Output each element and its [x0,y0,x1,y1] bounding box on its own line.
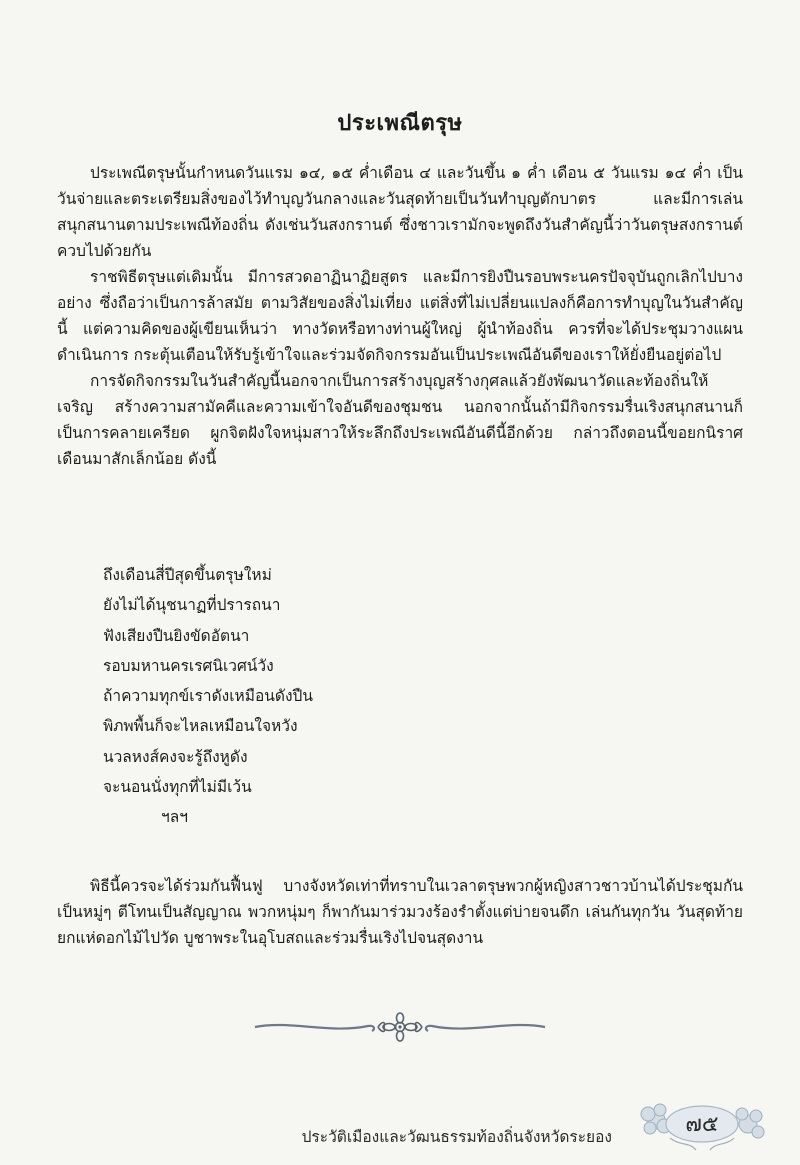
paragraph-2: ราชพิธีตรุษแต่เดิมนั้น มีการสวดอาฏินาฏิยสูตร และมีการยิงปืนรอบพระนครปัจจุบันถูกเลิกไปบางอย่าง ซึ่งถือว่าเป็นการล้าสมัย ตามวิสัยของสิ่งไม่เที่ยง แต่สิ่งที่ไม่เปลี่ยนแปลงก็คือการทำบุญในวันสำคัญนี้ แต่ความคิดของผู้เขียนเห็นว่า ทางวัดหรือทางท่านผู้ใหญ่ ผู้นำท้องถิ่น ควรที่จะได้ประชุมวางแผนดำเนินการ กระตุ้นเตือนให้รับรู้เข้าใจและร่วมจัดกิจกรรมอันเป็นประเพณีอันดีของเราให้ยั่งยืนอยู่ต่อไป [57,268,743,364]
paragraph-1: ประเพณีตรุษนั้นกำหนดวันแรม ๑๔, ๑๕ ค่ำเดือน ๔ และวันขึ้น ๑ ค่ำ เดือน ๕ วันแรม ๑๔ ค่ำ เป็นวันจ่ายและตระเตรียมสิ่งของไว้ทำบุญวันกลางและวันสุดท้ายเป็นวันทำบุญตักบาตร และมีการเล่นสนุกสนานตามประเพณีท้องถิ่น ดังเช่นวันสงกรานต์ ซึ่งชาวเรามักจะพูดถึงวันสำคัญนี้ว่าวันตรุษสงกรานต์ ควบไปด้วยกัน [57,164,743,260]
poem-line: ถ้าความทุกข์เราดังเหมือนดังปืน [103,687,313,706]
poem-line: รอบมหานครเรศนิเวศน์วัง [103,656,274,675]
main-text [57,160,743,472]
closing-text [57,873,743,951]
poem-etc: ฯลฯ [161,808,188,827]
poem-block [103,560,313,833]
paragraph-3: การจัดกิจกรรมในวันสำคัญนี้นอกจากเป็นการสร้างบุญสร้างกุศลแล้วยังพัฒนาวัดและท้องถิ่นให้เจริญ สร้างความสามัคคีและความเข้าใจอันดีของชุมชน นอกจากนั้นถ้ามีกิจกรรมรื่นเริงสนุกสนานก็เป็นการคลายเครียด ผูกจิตฝังใจหนุ่มสาวให้ระลึกถึงประเพณีอันดีนี้อีกด้วย กล่าวถึงตอนนี้ขอยกนิราศเดือนมาสักเล็กน้อย ดังนี้ [57,372,743,468]
paragraph-4: พิธีนี้ควรจะได้ร่วมกันฟื้นฟู บางจังหวัดเท่าที่ทราบในเวลาตรุษพวกผู้หญิงสาวชาวบ้านได้ประชุมกันเป็นหมู่ๆ ตีโทนเป็นสัญญาณ พวกหนุ่มๆ ก็พากันมาร่วมวงร้องรำตั้งแต่บ่ายจนดึก เล่นกันทุกวัน วันสุดท้ายยกแห่ดอกไม้ไปวัด บูชาพระในอุโบสถและร่วมรื่นเริงไปจนสุดงาน [57,877,743,947]
poem-line: พิภพพื้นก็จะไหลเหมือนใจหวัง [103,717,298,736]
poem-line: ถึงเดือนสี่ปีสุดขึ้นตรุษใหม่ [103,566,272,584]
page-title: ประเพณีตรุษ [337,109,463,136]
page-number: ๗๕ [685,1112,719,1137]
poem-line: ยังไม่ได้นุชนาฏที่ปรารถนา [103,596,281,615]
footer-book-title: ประวัติเมืองและวัฒนธรรมท้องถิ่นจังหวัดระยอง [301,1128,612,1146]
poem-line: ฟังเสียงปืนยิงขัดอัตนา [103,626,250,645]
poem-line: นวลหงส์คงจะรู้ถึงหูดัง [103,747,248,766]
flourish-divider-icon [250,1012,550,1042]
poem-line: จะนอนนั่งทุกที่ไม่มีเว้น [103,778,252,797]
